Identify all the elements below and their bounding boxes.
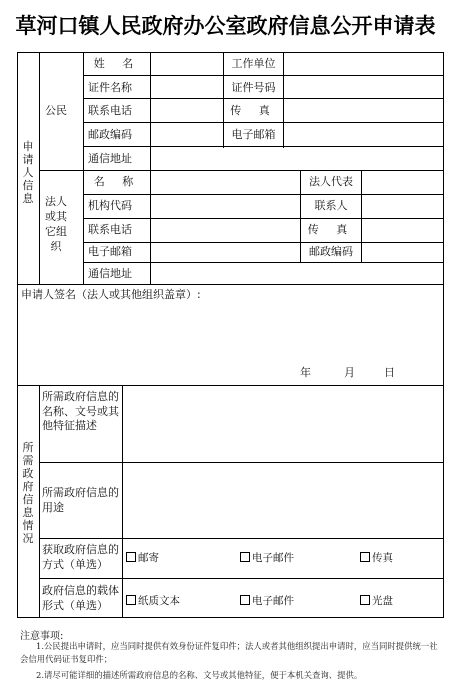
org-code-label: 机构代码 [88, 199, 132, 212]
checkbox-icon [240, 595, 250, 605]
org-name-label: 名 称 [93, 175, 141, 188]
org-fax-field[interactable] [362, 219, 443, 242]
citizen-id-type-label: 证件名称 [88, 81, 132, 94]
format-option-email[interactable]: 电子邮件 [240, 595, 294, 608]
org-legal-rep-label: 法人代表 [309, 175, 353, 188]
org-contact-field[interactable] [362, 195, 443, 218]
org-address-label: 通信地址 [88, 267, 132, 280]
citizen-work-unit-field[interactable] [284, 53, 443, 75]
citizen-email-field[interactable] [284, 123, 443, 146]
info-purpose-field[interactable] [123, 463, 443, 538]
carrier-format-label: 政府信息的载体形式（单选） [42, 584, 119, 612]
checkbox-icon [360, 595, 370, 605]
organization-group-label: 法人或其它组织 [45, 195, 67, 253]
citizen-address-field[interactable] [151, 147, 443, 170]
citizen-id-number-label: 证件号码 [231, 81, 276, 94]
citizen-work-unit-label: 工作单位 [231, 57, 276, 70]
citizen-phone-label: 联系电话 [88, 104, 132, 117]
info-purpose-label: 所需政府信息的用途 [42, 486, 119, 514]
form-title: 草河口镇人民政府办公室政府信息公开申请表 [15, 13, 436, 38]
method-option-fax[interactable]: 传真 [360, 552, 393, 565]
citizen-phone-field[interactable] [151, 99, 223, 122]
citizen-id-type-field[interactable] [151, 76, 223, 98]
org-code-field[interactable] [151, 195, 300, 218]
format-option-paper[interactable]: 纸质文本 [126, 595, 180, 608]
acquire-method-label: 获取政府信息的方式（单选） [42, 543, 119, 571]
format-option-disc[interactable]: 光盘 [360, 595, 393, 608]
org-email-label: 电子邮箱 [88, 245, 132, 258]
citizen-postcode-field[interactable] [151, 123, 223, 146]
method-option-mail[interactable]: 邮寄 [126, 552, 159, 565]
required-info-section-label: 所需政府信息情况 [22, 441, 34, 545]
org-phone-label: 联系电话 [88, 223, 132, 236]
citizen-group-label: 公民 [45, 104, 67, 117]
info-description-field[interactable] [123, 386, 443, 462]
signature-day: 日 [384, 366, 395, 379]
org-fax-label: 传 真 [307, 223, 355, 236]
citizen-address-label: 通信地址 [88, 152, 132, 165]
org-phone-field[interactable] [151, 219, 300, 242]
org-contact-label: 联系人 [314, 199, 348, 212]
signature-label: 申请人签名（法人或其他组织盖章）: [21, 288, 201, 301]
org-postcode-field[interactable] [362, 243, 443, 262]
applicant-info-label: 申请人信息 [22, 140, 34, 205]
signature-area[interactable] [18, 302, 443, 384]
notes-title: 注意事项: [20, 631, 64, 642]
checkbox-icon [126, 595, 136, 605]
checkbox-icon [360, 552, 370, 562]
info-description-label: 所需政府信息的名称、文号或其他特征描述 [42, 390, 119, 432]
method-option-email[interactable]: 电子邮件 [240, 552, 294, 565]
note-item: 2.请尽可能详细的描述所需政府信息的名称、文号或其他特征，便于本机关查询、提供。 [36, 670, 363, 680]
signature-month: 月 [344, 366, 355, 379]
citizen-name-label: 姓 名 [93, 57, 141, 70]
checkbox-icon [126, 552, 136, 562]
org-postcode-label: 邮政编码 [309, 245, 353, 258]
checkbox-icon [240, 552, 250, 562]
org-legal-rep-field[interactable] [362, 171, 443, 194]
citizen-postcode-label: 邮政编码 [88, 128, 132, 141]
citizen-name-field[interactable] [151, 53, 223, 75]
citizen-email-label: 电子邮箱 [231, 128, 276, 141]
org-email-field[interactable] [151, 243, 300, 262]
citizen-fax-field[interactable] [284, 99, 443, 122]
signature-year: 年 [300, 366, 311, 379]
citizen-fax-label: 传 真 [230, 104, 277, 117]
org-address-field[interactable] [151, 263, 443, 284]
note-item: 1.公民提出申请时，应当同时提供有效身份证件复印件；法人或者其他组织提出申请时，应当同时提供统一社会信用代码证书复印件； [20, 641, 438, 664]
citizen-id-number-field[interactable] [284, 76, 443, 98]
org-name-field[interactable] [151, 171, 300, 194]
